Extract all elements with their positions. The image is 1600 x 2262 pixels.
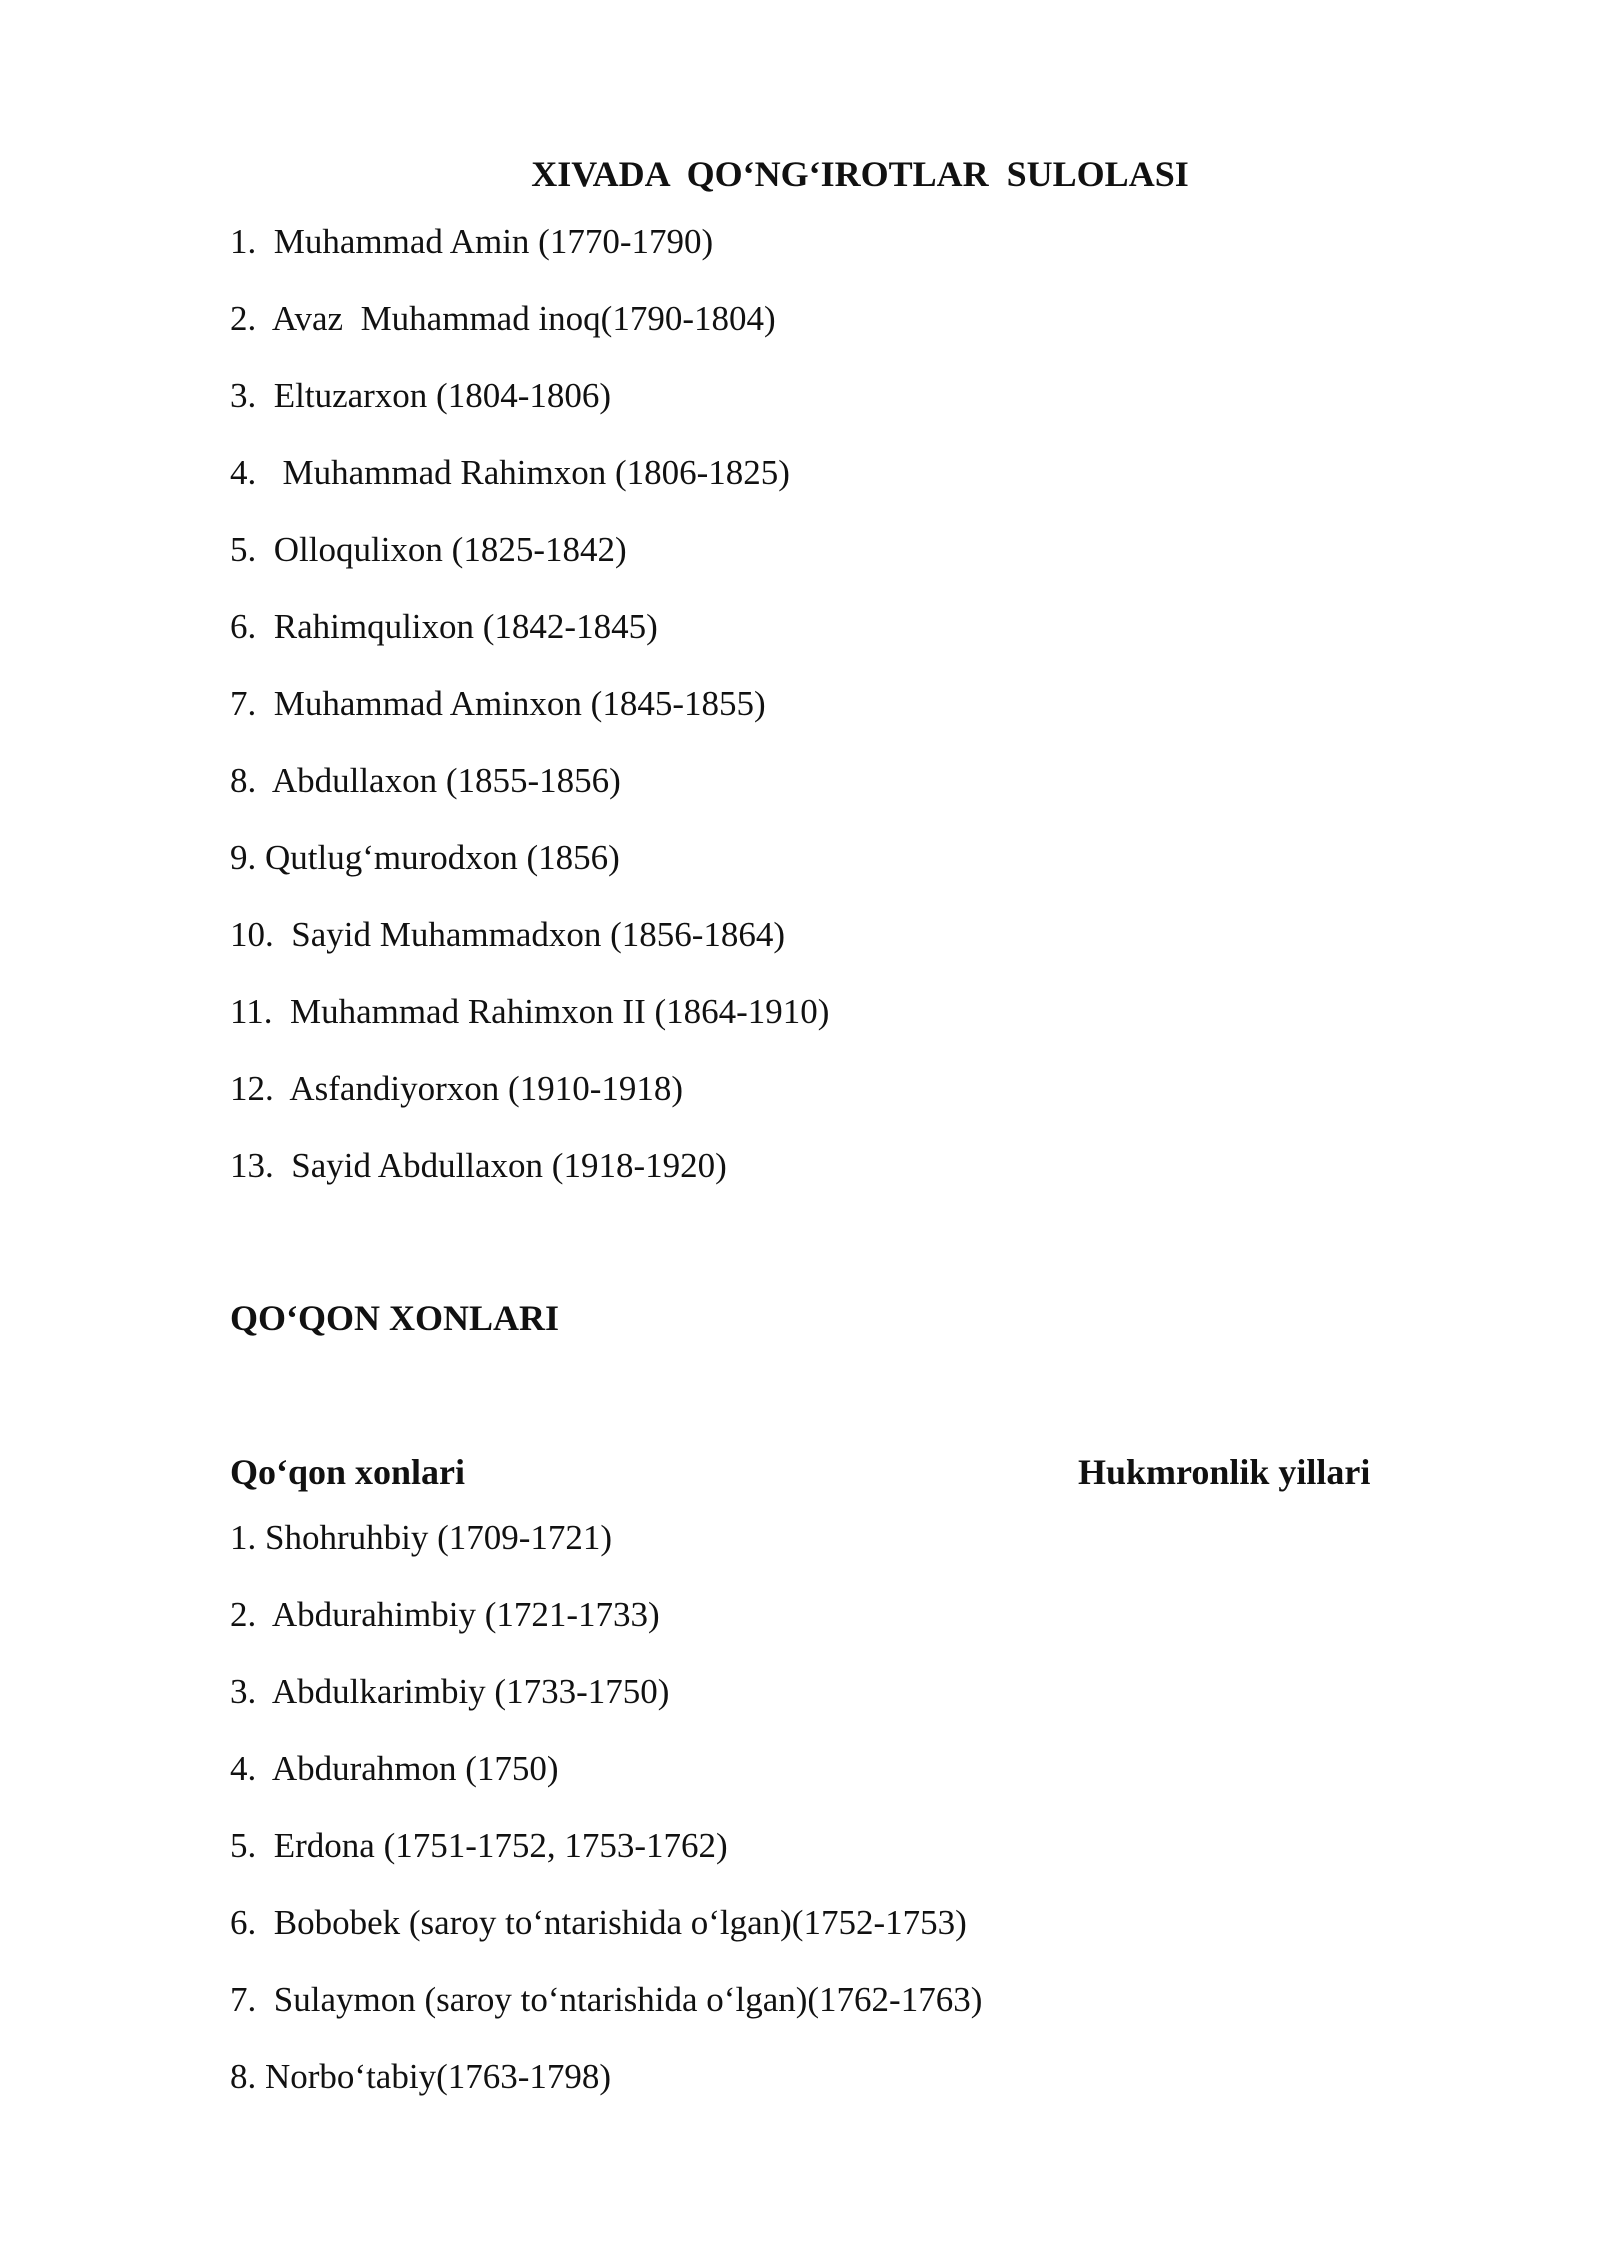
list-item: 3. Eltuzarxon (1804-1806) (230, 376, 612, 415)
list-item: 4. Muhammad Rahimxon (1806-1825) (230, 453, 790, 492)
list-item: 8. Norbo‘tabiy(1763-1798) (230, 2057, 612, 2096)
column-header-years: Hukmronlik yillari (1078, 1452, 1371, 1492)
list-item: 4. Abdurahmon (1750) (230, 1749, 559, 1788)
list-item: 11. Muhammad Rahimxon II (1864-1910) (230, 992, 830, 1031)
kokand-rulers-list (230, 1516, 982, 2132)
list-item: 2. Avaz Muhammad inoq(1790-1804) (230, 299, 776, 338)
list-item: 9. Qutlug‘murodxon (1856) (230, 838, 620, 877)
list-item: 13. Sayid Abdullaxon (1918-1920) (230, 1146, 727, 1185)
list-item: 8. Abdullaxon (1855-1856) (230, 761, 621, 800)
list-item: 7. Sulaymon (saroy to‘ntarishida o‘lgan)(1762-1763) (230, 1980, 983, 2019)
list-item: 6. Rahimqulixon (1842-1845) (230, 607, 658, 646)
list-item: 1. Muhammad Amin (1770-1790) (230, 222, 714, 261)
list-item: 5. Olloqulixon (1825-1842) (230, 530, 627, 569)
document-title: XIVADA QO‘NG‘IROTLAR SULOLASI (531, 154, 1189, 194)
kokand-section-heading: QO‘QON XONLARI (230, 1298, 560, 1338)
list-item: 3. Abdulkarimbiy (1733-1750) (230, 1672, 670, 1711)
column-header-khans: Qo‘qon xonlari (230, 1452, 466, 1492)
list-item: 12. Asfandiyorxon (1910-1918) (230, 1069, 684, 1108)
list-item: 2. Abdurahimbiy (1721-1733) (230, 1595, 660, 1634)
list-item: 10. Sayid Muhammadxon (1856-1864) (230, 915, 786, 954)
list-item: 7. Muhammad Aminxon (1845-1855) (230, 684, 766, 723)
khiva-rulers-list (230, 220, 829, 1221)
list-item: 6. Bobobek (saroy to‘ntarishida o‘lgan)(1752-1753) (230, 1903, 967, 1942)
list-item: 1. Shohruhbiy (1709-1721) (230, 1518, 613, 1557)
list-item: 5. Erdona (1751-1752, 1753-1762) (230, 1826, 728, 1865)
